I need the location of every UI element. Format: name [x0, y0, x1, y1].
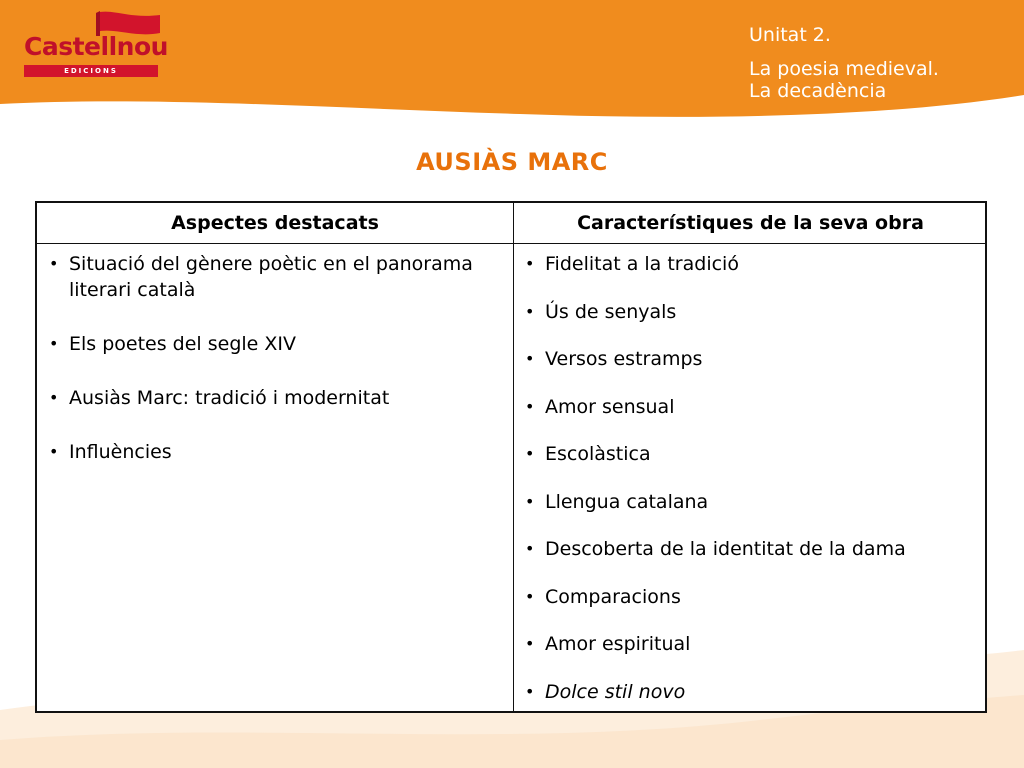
aspectes-list: [45, 251, 507, 465]
logo-name: Castellnou: [24, 32, 168, 61]
list-item: • Descoberta de la identitat de la dama: [521, 536, 983, 562]
cell-aspectes: [45, 251, 507, 493]
header-caracteristiques: Característiques de la seva obra: [577, 212, 924, 234]
unit-header: [749, 24, 939, 102]
list-item: • Amor espiritual: [521, 631, 983, 657]
logo-bar: [24, 65, 158, 77]
table-header-row: [37, 203, 985, 244]
cell-caracteristiques: [521, 251, 983, 726]
list-item: • Els poetes del segle XIV: [45, 331, 507, 357]
list-item: • Amor sensual: [521, 394, 983, 420]
list-item: • Versos estramps: [521, 346, 983, 372]
header-aspectes: Aspectes destacats: [171, 212, 379, 234]
caracteristiques-list: [521, 251, 983, 705]
page-title: AUSIÀS MARC: [416, 148, 608, 176]
logo-sub: EDICIONS: [64, 66, 118, 75]
unit-title-line2: La decadència: [749, 80, 887, 102]
list-item: • Escolàstica: [521, 441, 983, 467]
unit-title-line1: La poesia medieval.: [749, 58, 939, 80]
list-item: • Influències: [45, 439, 507, 465]
list-item: • Ausiàs Marc: tradició i modernitat: [45, 385, 507, 411]
list-item: • Ús de senyals: [521, 299, 983, 325]
list-item: • Situació del gènere poètic en el panorama literari català: [45, 251, 507, 303]
column-divider: [513, 203, 514, 711]
list-item: • Dolce stil novo: [521, 679, 983, 705]
unit-number: Unitat 2.: [749, 24, 831, 46]
castellnou-logo: [22, 10, 168, 78]
list-item: • Comparacions: [521, 584, 983, 610]
list-item: • Llengua catalana: [521, 489, 983, 515]
list-item: • Fidelitat a la tradició: [521, 251, 983, 277]
content-table: [35, 201, 987, 713]
